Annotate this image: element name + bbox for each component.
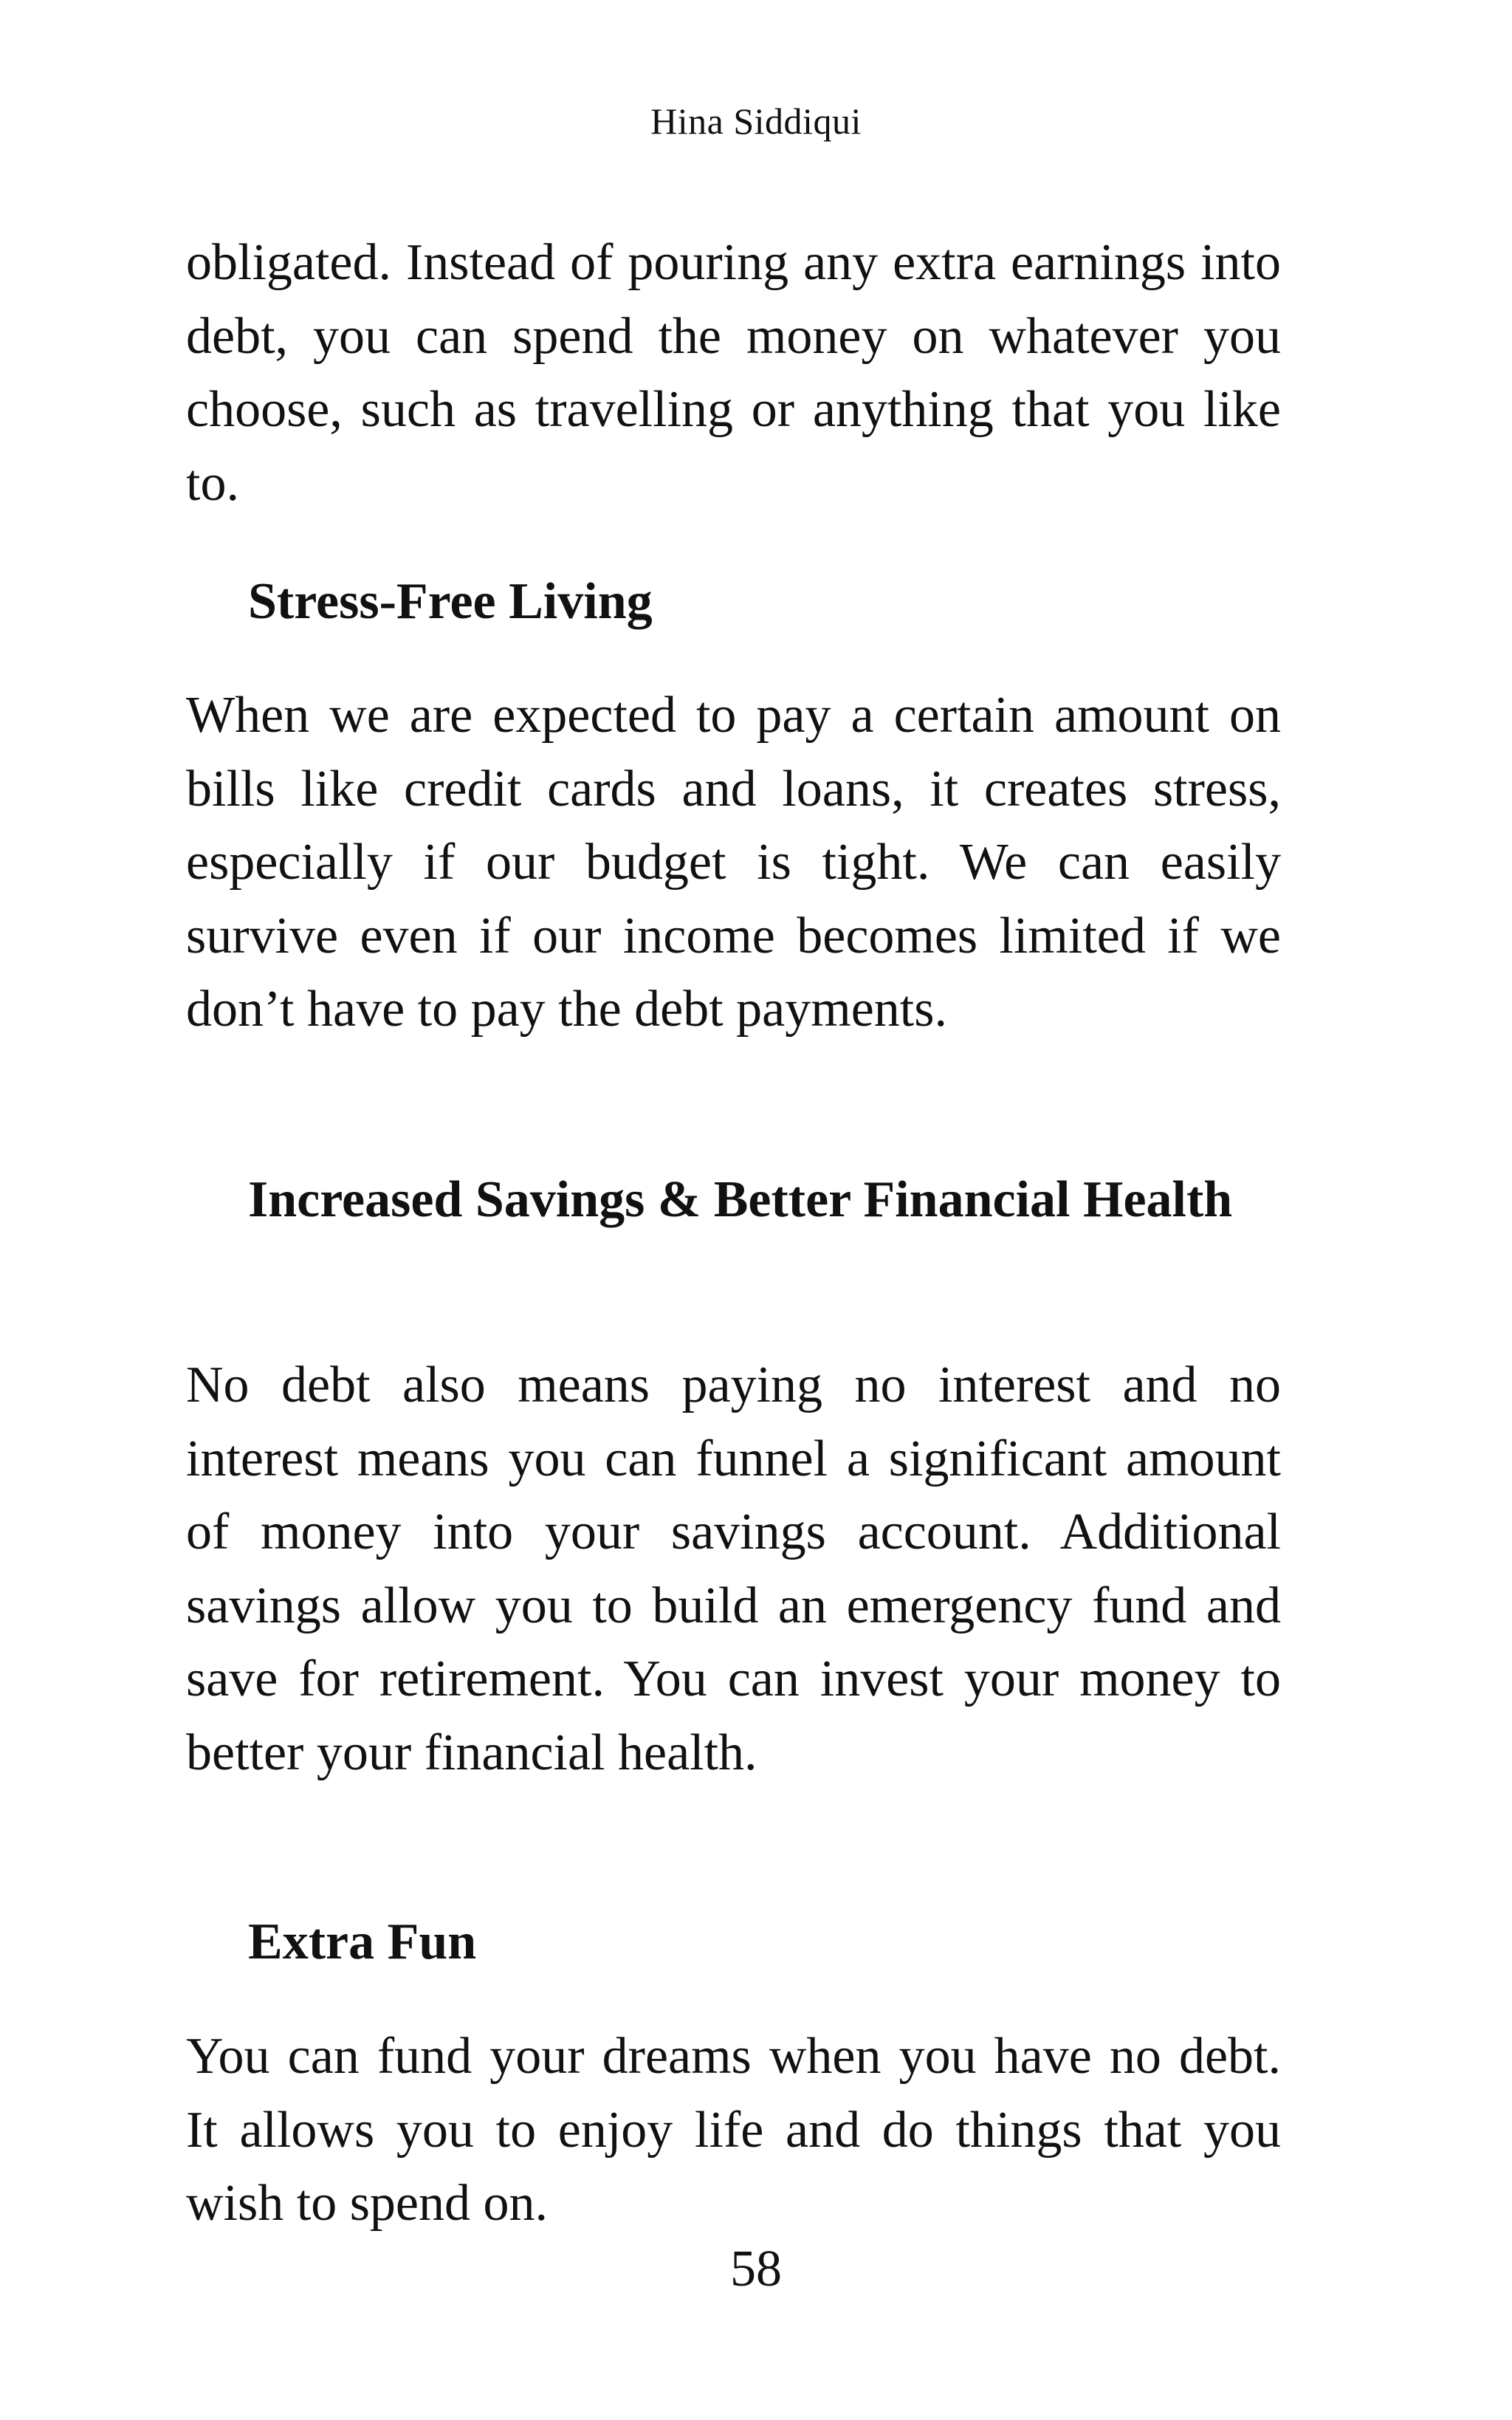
section-heading-increased-savings: Increased Savings & Better Financial Health [248,1171,1233,1228]
paragraph-extra-fun: You can fund your dreams when you have no debt. It allows you to enjoy life and do things that you wish to spend on. [186,2028,1281,2232]
page-number: 58 [730,2241,782,2297]
paragraph-intro: obligated. Instead of pouring any extra earnings into debt, you can spend the money on whatever you choose, such as travelling or anything that you like to. [186,234,1281,512]
paragraph-increased-savings: No debt also means paying no interest and no interest means you can funnel a significant amount of money into your savings account. Additional savings allow you to build an emergency fund and save for retirement. You can invest your money to better your financial health. [186,1357,1281,1781]
paragraph-stress-free-living: When we are expected to pay a certain amount on bills like credit cards and loans, it creates stress, especially if our budget is tight. We can easily survive even if our income becomes limited if we don’t have to pay the debt payments. [186,687,1281,1038]
section-heading-extra-fun: Extra Fun [248,1913,477,1970]
section-heading-stress-free-living: Stress-Free Living [248,573,653,630]
running-header-author: Hina Siddiqui [650,100,862,142]
